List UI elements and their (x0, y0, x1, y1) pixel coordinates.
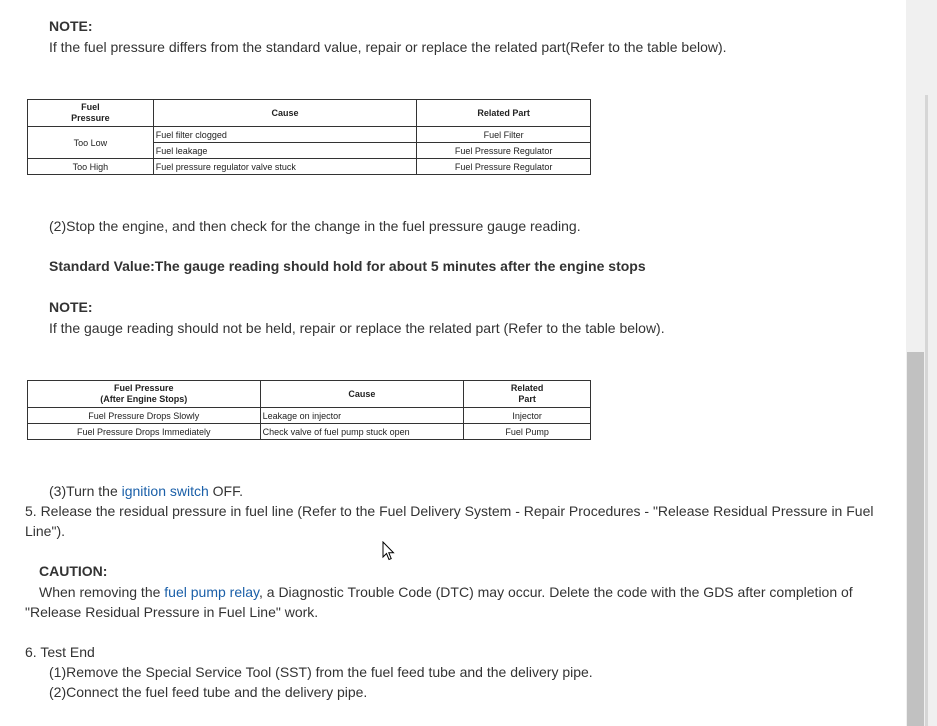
step-6-item: (2)Connect the fuel feed tube and the delivery pipe. (49, 684, 368, 700)
table-cell-pressure: Fuel Pressure Drops Slowly (28, 408, 261, 424)
table-row (28, 408, 591, 424)
table-cell-part: Injector (464, 408, 591, 424)
step-2-text: (2)Stop the engine, and then check for the change in the fuel pressure gauge reading. (49, 218, 581, 234)
step-6-item: (1)Remove the Special Service Tool (SST) from the fuel feed tube and the delivery pipe. (49, 664, 593, 680)
note-text: If the gauge reading should not be held, repair or replace the related part (Refer to the table below). (49, 320, 665, 336)
table-row (28, 127, 591, 143)
table-header-related-part: Related Part (417, 100, 591, 127)
table-header-row (28, 381, 591, 408)
outer-scrollbar-thumb[interactable] (925, 95, 928, 726)
table-cell-cause: Fuel pressure regulator valve stuck (153, 159, 416, 175)
step-3-text: (3)Turn the ignition switch OFF. (49, 483, 244, 499)
table-cell-part: Fuel Pressure Regulator (417, 143, 591, 159)
ignition-switch-link[interactable]: ignition switch (121, 483, 209, 499)
table-cell-pressure: Fuel Pressure Drops Immediately (28, 424, 261, 440)
note-label: NOTE: (49, 299, 93, 315)
table-cell-part: Fuel Filter (417, 127, 591, 143)
table-header-cause: Cause (153, 100, 416, 127)
mouse-cursor-icon (382, 541, 396, 561)
step-6-title: 6. Test End (25, 644, 95, 660)
fuel-pump-relay-link[interactable]: fuel pump relay (164, 584, 259, 600)
note-text: If the fuel pressure differs from the standard value, repair or replace the related part(Refer to the table below). (49, 39, 727, 55)
table-header-fuel-pressure: Fuel Pressure (28, 100, 154, 127)
table-cell-cause: Check valve of fuel pump stuck open (260, 424, 464, 440)
fuel-pressure-table (27, 99, 591, 175)
scrollbar-thumb[interactable] (907, 352, 924, 726)
table-cell-cause: Fuel filter clogged (153, 127, 416, 143)
table-cell-cause: Leakage on injector (260, 408, 464, 424)
step-5-text: 5. Release the residual pressure in fuel line (Refer to the Fuel Delivery System - Repair Procedures - "Release Residual Pressure in Fuel Line"). (25, 503, 874, 539)
table-cell-part: Fuel Pump (464, 424, 591, 440)
standard-value-text: Standard Value:The gauge reading should hold for about 5 minutes after the engine stops (49, 258, 646, 274)
caution-text: When removing the fuel pump relay, a Diagnostic Trouble Code (DTC) may occur. Delete the code with the GDS after completion of "Release Residual Pressure in Fuel Line" work. (25, 584, 853, 620)
table-cell-part: Fuel Pressure Regulator (417, 159, 591, 175)
table-header-related-part: Related Part (464, 381, 591, 408)
table-header-row (28, 100, 591, 127)
note-label: NOTE: (49, 18, 93, 34)
table-header-fuel-pressure: Fuel Pressure (After Engine Stops) (28, 381, 261, 408)
table-header-cause: Cause (260, 381, 464, 408)
table-row (28, 159, 591, 175)
table-cell-cause: Fuel leakage (153, 143, 416, 159)
table-cell-pressure: Too High (28, 159, 154, 175)
caution-label: CAUTION: (39, 563, 108, 579)
table-cell-pressure: Too Low (28, 127, 154, 159)
gauge-reading-table (27, 380, 591, 440)
table-row (28, 424, 591, 440)
